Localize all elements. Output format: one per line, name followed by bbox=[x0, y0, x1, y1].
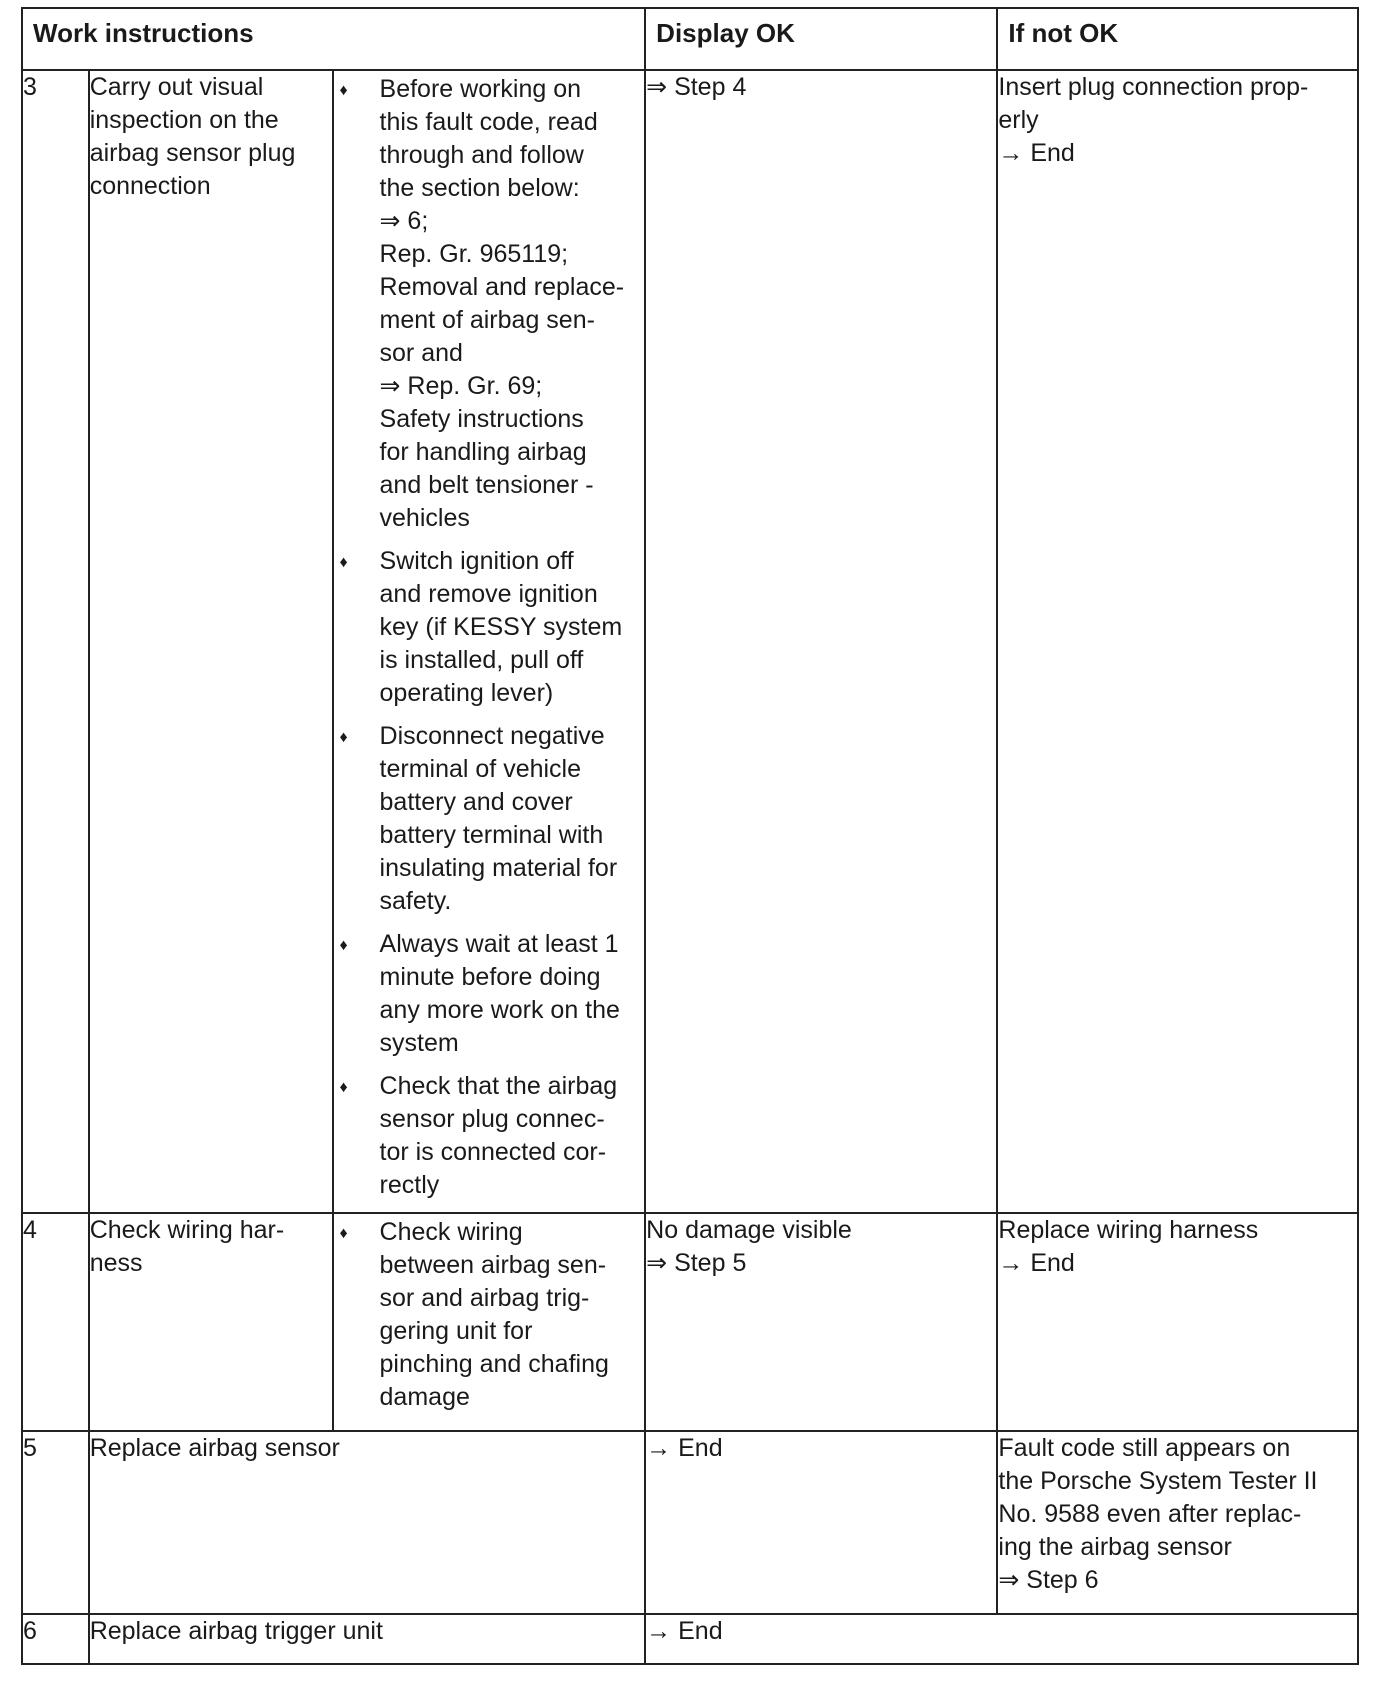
detail-line: insulating material for bbox=[379, 854, 618, 882]
detail-line: this fault code, read bbox=[379, 108, 598, 136]
detail-line: Rep. Gr. 965119; bbox=[379, 240, 569, 268]
bullet-diamond-icon: ♦ bbox=[339, 1225, 348, 1242]
detail-line: Check wiring bbox=[379, 1218, 523, 1246]
detail-line: key (if KESSY system bbox=[379, 613, 623, 641]
detail-item bbox=[334, 1216, 645, 1414]
display-ok-line: No damage visible bbox=[646, 1216, 852, 1244]
detail-line: safety. bbox=[379, 887, 452, 915]
detail-line: sor and airbag trig- bbox=[379, 1284, 590, 1312]
header-row bbox=[22, 8, 1358, 70]
detail-line: tor is connected cor- bbox=[379, 1138, 607, 1166]
detail-item bbox=[334, 545, 645, 710]
display-ok-cell bbox=[645, 1614, 1358, 1664]
display-ok-line: → End bbox=[646, 1617, 723, 1645]
step-details bbox=[333, 70, 646, 1213]
detail-line: battery terminal with bbox=[379, 821, 604, 849]
bullet-diamond-icon: ♦ bbox=[339, 82, 348, 99]
detail-line: minute before doing bbox=[379, 963, 601, 991]
detail-line: ment of airbag sen- bbox=[379, 306, 595, 334]
detail-line: is installed, pull off bbox=[379, 646, 584, 674]
action-line: Replace airbag trigger unit bbox=[89, 1617, 383, 1645]
header-work-instructions: Work instructions bbox=[22, 8, 645, 70]
action-line: connection bbox=[89, 172, 211, 200]
bullet-diamond-icon: ♦ bbox=[339, 937, 348, 954]
display-ok-line: → End bbox=[646, 1434, 723, 1462]
step-details bbox=[333, 1213, 646, 1431]
detail-line: gering unit for bbox=[379, 1317, 533, 1345]
if-not-ok-line: → End bbox=[998, 139, 1075, 167]
step-row-4 bbox=[22, 1213, 1358, 1431]
detail-line: for handling airbag bbox=[379, 438, 587, 466]
detail-line: operating lever) bbox=[379, 679, 554, 707]
detail-line: Disconnect negative bbox=[379, 722, 605, 750]
step-row-3 bbox=[22, 70, 1358, 1213]
step-action bbox=[89, 1431, 645, 1614]
detail-line: sor and bbox=[379, 339, 463, 367]
detail-line: Switch ignition off bbox=[379, 547, 574, 575]
detail-line: Removal and replace- bbox=[379, 273, 625, 301]
action-line: Check wiring har- bbox=[89, 1216, 285, 1244]
step-action bbox=[89, 70, 333, 1213]
if-not-ok-line: Replace wiring harness bbox=[998, 1216, 1259, 1244]
detail-item bbox=[334, 928, 645, 1060]
display-ok-line: ⇒ Step 5 bbox=[646, 1249, 747, 1277]
if-not-ok-line: erly bbox=[998, 106, 1039, 134]
detail-line: pinching and chafing bbox=[379, 1350, 609, 1378]
action-line: Carry out visual bbox=[89, 73, 264, 101]
detail-line: any more work on the bbox=[379, 996, 620, 1024]
detail-item bbox=[334, 73, 645, 535]
step-action bbox=[89, 1213, 333, 1431]
detail-line: damage bbox=[379, 1383, 470, 1411]
detail-item bbox=[334, 720, 645, 918]
display-ok-cell bbox=[645, 70, 997, 1213]
if-not-ok-line: the Porsche System Tester II bbox=[998, 1467, 1318, 1495]
action-line: ness bbox=[89, 1249, 143, 1277]
detail-line: and remove ignition bbox=[379, 580, 598, 608]
header-display-ok: Display OK bbox=[645, 8, 997, 70]
detail-line: the section below: bbox=[379, 174, 580, 202]
if-not-ok-cell bbox=[997, 1213, 1358, 1431]
if-not-ok-line: Fault code still appears on bbox=[998, 1434, 1291, 1462]
display-ok-cell bbox=[645, 1431, 997, 1614]
detail-line: system bbox=[379, 1029, 459, 1057]
step-number: 3 bbox=[22, 70, 89, 1213]
step-action bbox=[89, 1614, 645, 1664]
action-line: Replace airbag sensor bbox=[89, 1434, 340, 1462]
detail-line: vehicles bbox=[379, 504, 470, 532]
detail-line: through and follow bbox=[379, 141, 584, 169]
step-number: 5 bbox=[22, 1431, 89, 1614]
detail-line: Safety instructions bbox=[379, 405, 584, 433]
detail-line: between airbag sen- bbox=[379, 1251, 607, 1279]
step-row-6 bbox=[22, 1614, 1358, 1664]
detail-line: sensor plug connec- bbox=[379, 1105, 605, 1133]
display-ok-cell bbox=[645, 1213, 997, 1431]
step-row-5 bbox=[22, 1431, 1358, 1614]
step-number: 6 bbox=[22, 1614, 89, 1664]
detail-line: terminal of vehicle bbox=[379, 755, 582, 783]
detail-line: rectly bbox=[379, 1171, 440, 1199]
detail-line: ⇒ 6; bbox=[379, 207, 429, 235]
detail-item bbox=[334, 1070, 645, 1202]
detail-line: ⇒ Rep. Gr. 69; bbox=[379, 372, 543, 400]
if-not-ok-line: No. 9588 even after replac- bbox=[998, 1500, 1302, 1528]
header-if-not-ok: If not OK bbox=[997, 8, 1358, 70]
action-line: airbag sensor plug bbox=[89, 139, 296, 167]
detail-line: Check that the airbag bbox=[379, 1072, 618, 1100]
detail-line: and belt tensioner - bbox=[379, 471, 594, 499]
if-not-ok-line: Insert plug connection prop- bbox=[998, 73, 1309, 101]
work-instructions-table bbox=[21, 7, 1359, 1665]
bullet-diamond-icon: ♦ bbox=[339, 729, 348, 746]
detail-line: battery and cover bbox=[379, 788, 573, 816]
bullet-diamond-icon: ♦ bbox=[339, 1079, 348, 1096]
bullet-diamond-icon: ♦ bbox=[339, 554, 348, 571]
if-not-ok-line: ⇒ Step 6 bbox=[998, 1566, 1099, 1594]
if-not-ok-cell bbox=[997, 1431, 1358, 1614]
action-line: inspection on the bbox=[89, 106, 279, 134]
if-not-ok-cell bbox=[997, 70, 1358, 1213]
display-ok-line: ⇒ Step 4 bbox=[646, 73, 747, 101]
step-number: 4 bbox=[22, 1213, 89, 1431]
if-not-ok-line: → End bbox=[998, 1249, 1075, 1277]
detail-line: Always wait at least 1 bbox=[379, 930, 619, 958]
detail-line: Before working on bbox=[379, 75, 582, 103]
if-not-ok-line: ing the airbag sensor bbox=[998, 1533, 1232, 1561]
